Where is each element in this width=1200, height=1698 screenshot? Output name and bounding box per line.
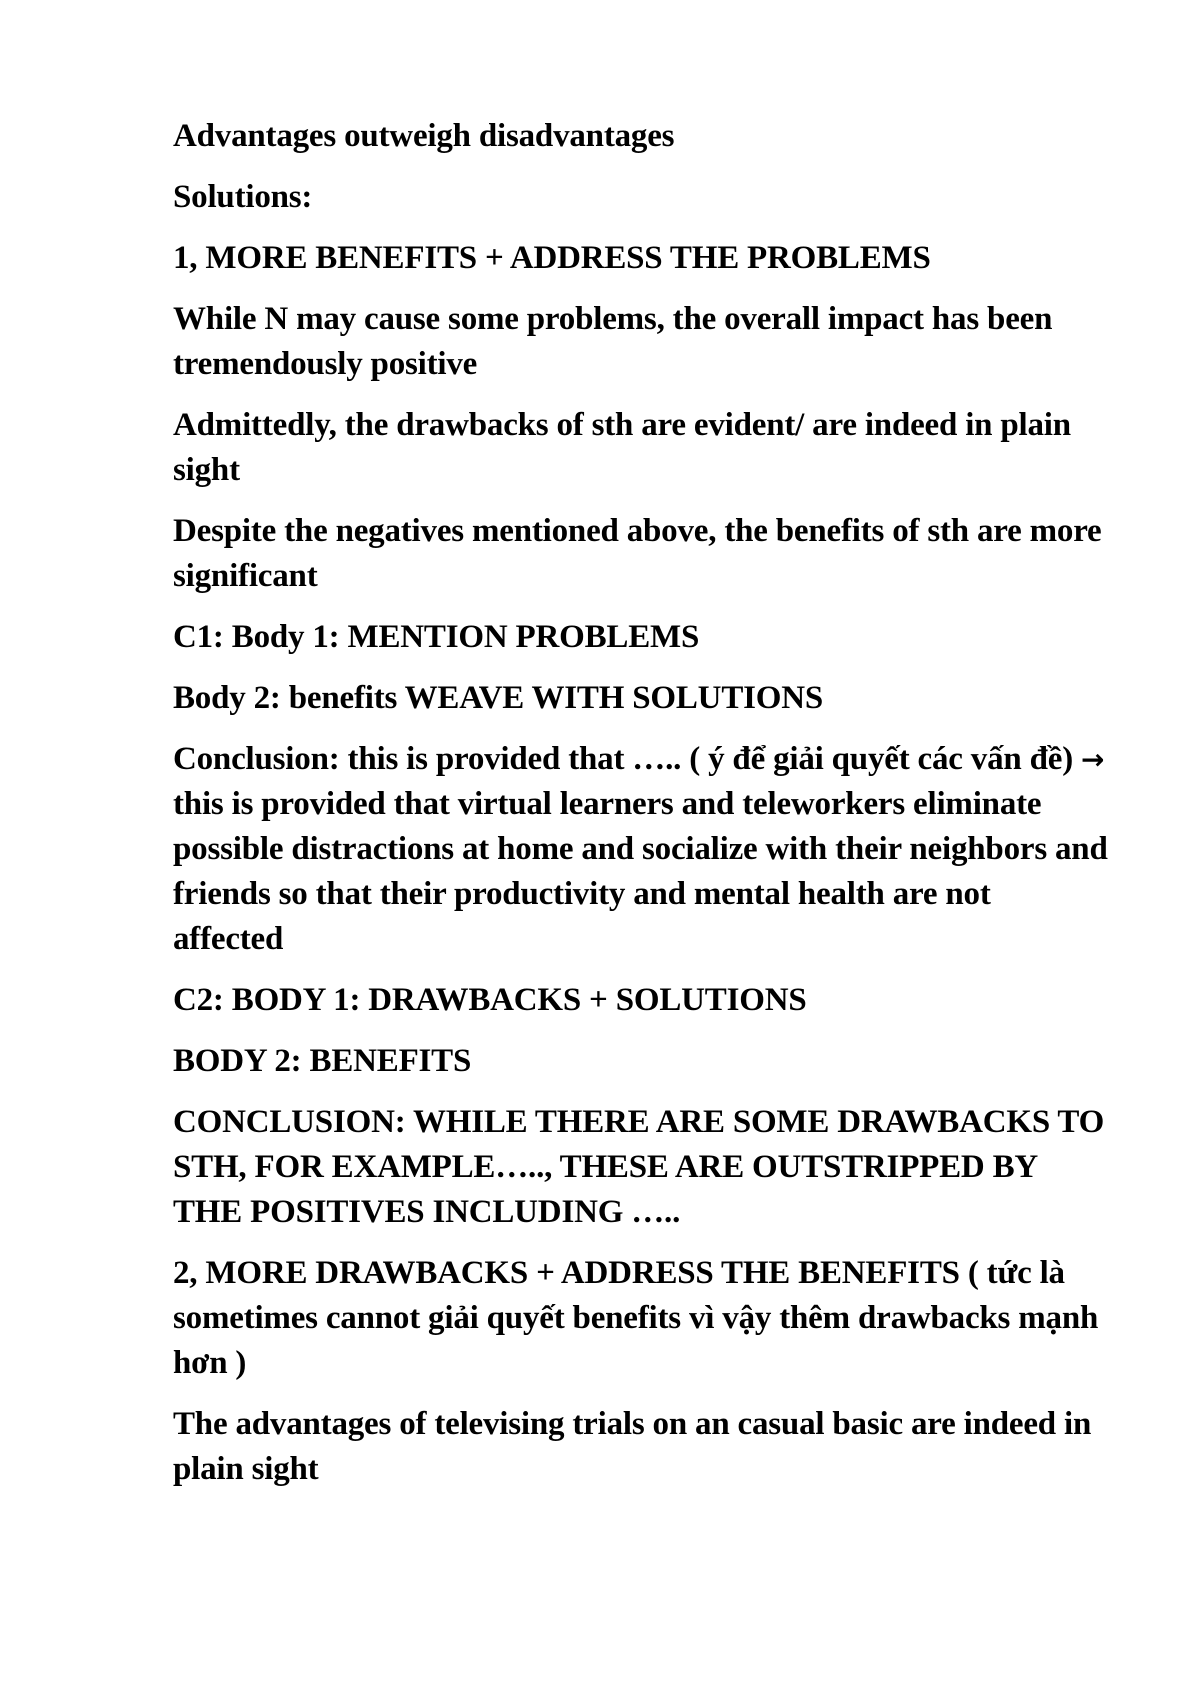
c1-conclusion (173, 737, 1108, 962)
solution-1-heading: 1, MORE BENEFITS + ADDRESS THE PROBLEMS (173, 240, 931, 276)
c2-body-2: BODY 2: BENEFITS (173, 1043, 472, 1079)
heading-solutions: Solutions: (173, 179, 313, 215)
conclusion-text-after: this is provided that virtual learners and teleworkers eliminate possible distractions at home and socialize with their neighbors and friends so that their productivity and mental health are not affected (173, 786, 1108, 957)
example-sentence: The advantages of televising trials on an casual basic are indeed in plain sight (173, 1406, 1092, 1487)
conclusion-text-before: Conclusion: this is provided that ….. ( ý để giải quyết các vấn đề) (173, 741, 1082, 777)
phrase-admittedly: Admittedly, the drawbacks of sth are evident/ are indeed in plain sight (173, 407, 1071, 488)
phrase-while: While N may cause some problems, the overall impact has been tremendously positive (173, 301, 1053, 382)
solution-2-heading: 2, MORE DRAWBACKS + ADDRESS THE BENEFITS ( tức là sometimes cannot giải quyết benefits vì vậy thêm drawbacks mạnh hơn ) (173, 1255, 1099, 1381)
c1-body-2: Body 2: benefits WEAVE WITH SOLUTIONS (173, 680, 824, 716)
c1-body-1: C1: Body 1: MENTION PROBLEMS (173, 619, 700, 655)
document-body (173, 114, 1108, 1508)
c2-conclusion: CONCLUSION: WHILE THERE ARE SOME DRAWBACKS TO STH, FOR EXAMPLE….., THESE ARE OUTSTRIPPED BY THE POSITIVES INCLUDING ….. (173, 1104, 1105, 1230)
phrase-despite: Despite the negatives mentioned above, the benefits of sth are more significant (173, 513, 1102, 594)
c2-body-1: C2: BODY 1: DRAWBACKS + SOLUTIONS (173, 982, 807, 1018)
arrow-right-icon: → (1081, 743, 1105, 776)
heading-advantages: Advantages outweigh disadvantages (173, 118, 675, 154)
